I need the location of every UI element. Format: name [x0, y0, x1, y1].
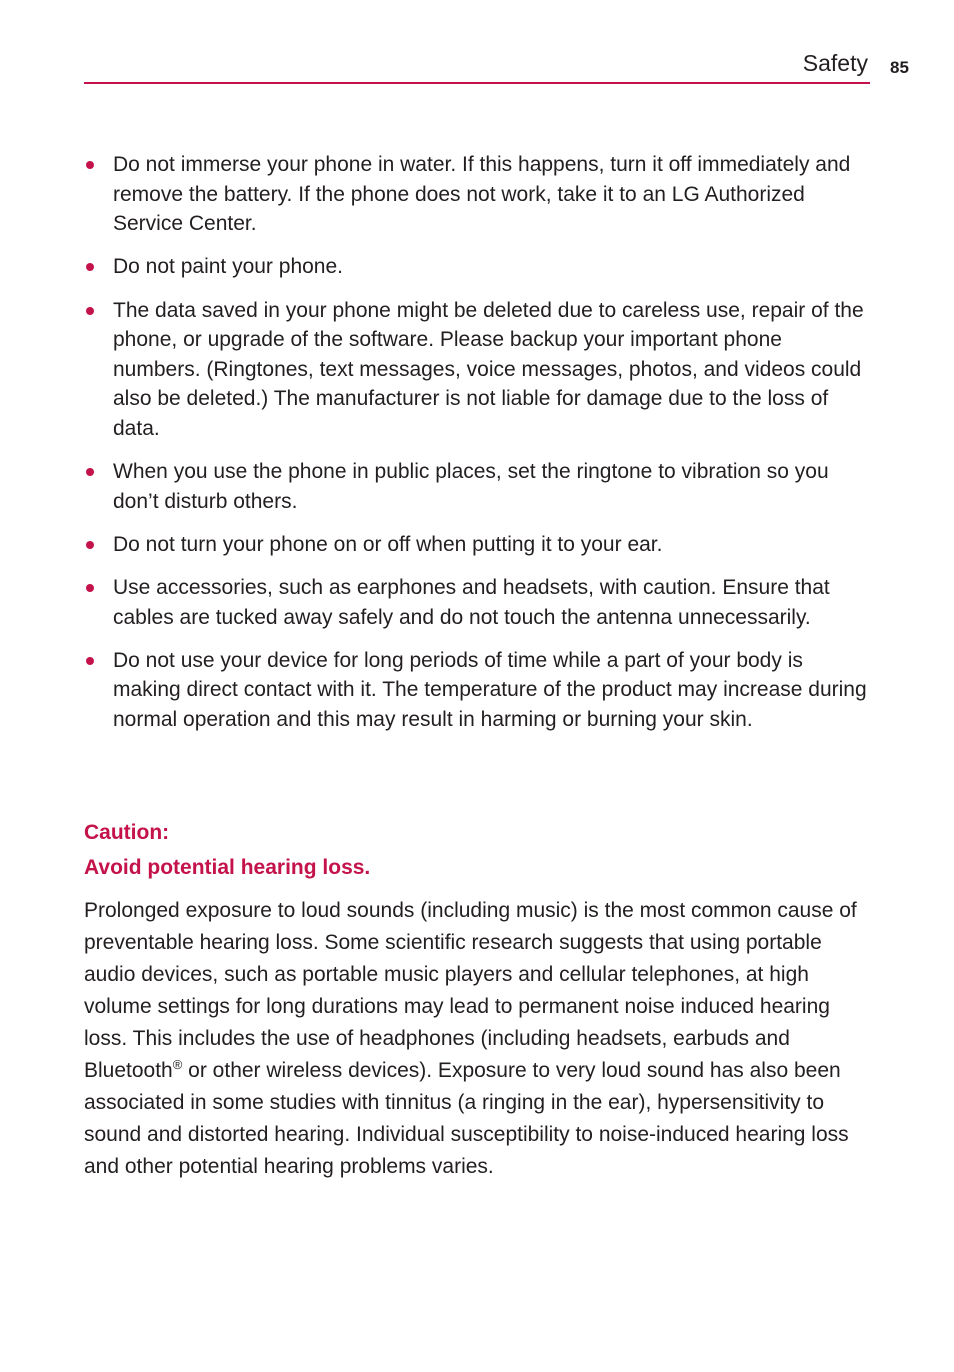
paragraph-text-part2: or other wireless devices). Exposure to very loud sound has also been associated in some studies with tinnitus (a ringing in the ear), hypersensitivity to sound and distorted hearing. Individual susceptibility to noise-induced hearing loss and other potential hearing problems varies. — [84, 1059, 849, 1178]
list-item-text: When you use the phone in public places, set the ringtone to vibration so you don’t disturb others. — [113, 460, 829, 513]
page-number: 85 — [890, 58, 909, 77]
list-item — [84, 296, 874, 444]
registered-mark: ® — [172, 1057, 183, 1072]
bullet-dot-icon — [86, 584, 94, 592]
bullet-dot-icon — [86, 161, 94, 169]
caution-heading: Caution: — [84, 821, 170, 844]
list-item-text: The data saved in your phone might be deleted due to careless use, repair of the phone, or upgrade of the software. Please backup your important phone numbers. (Ringtones, text messages, voice messages, photos, and videos could also be deleted.) The manufacturer is not liable for damage due to the loss of data. — [113, 298, 864, 440]
list-item-text: Do not use your device for long periods of time while a part of your body is making direct contact with it. The temperature of the product may increase during normal operation and this may result in harming or burning your skin. — [113, 648, 867, 732]
caution-subheading: Avoid potential hearing loss. — [84, 856, 371, 879]
list-item — [84, 252, 874, 282]
section-title: Safety — [802, 50, 868, 76]
page-header — [84, 50, 870, 84]
list-item — [84, 457, 874, 516]
list-item — [84, 646, 874, 735]
list-item-text: Use accessories, such as earphones and headsets, with caution. Ensure that cables are tucked away safely and do not touch the antenna unnecessarily. — [113, 576, 830, 629]
paragraph-text-part1: Prolonged exposure to loud sounds (including music) is the most common cause of preventable hearing loss. Some scientific research suggests that using portable audio devices, such as portable music players and cellular telephones, at high volume settings for long durations may lead to permanent noise induced hearing loss. This includes the use of headphones (including headsets, earbuds and Bluetooth — [84, 899, 857, 1082]
safety-bullet-list — [84, 150, 874, 748]
list-item-text: Do not turn your phone on or off when putting it to your ear. — [113, 532, 663, 556]
list-item-text: Do not paint your phone. — [113, 255, 343, 279]
list-item — [84, 573, 874, 632]
list-item-text: Do not immerse your phone in water. If this happens, turn it off immediately and remove the battery. If the phone does not work, take it to an LG Authorized Service Center. — [113, 153, 851, 236]
bullet-dot-icon — [86, 541, 94, 549]
list-item — [84, 150, 874, 239]
hearing-loss-paragraph — [84, 895, 874, 1183]
bullet-dot-icon — [86, 307, 94, 315]
list-item — [84, 530, 874, 560]
bullet-dot-icon — [86, 468, 94, 476]
bullet-dot-icon — [86, 657, 94, 665]
bullet-dot-icon — [86, 263, 94, 271]
